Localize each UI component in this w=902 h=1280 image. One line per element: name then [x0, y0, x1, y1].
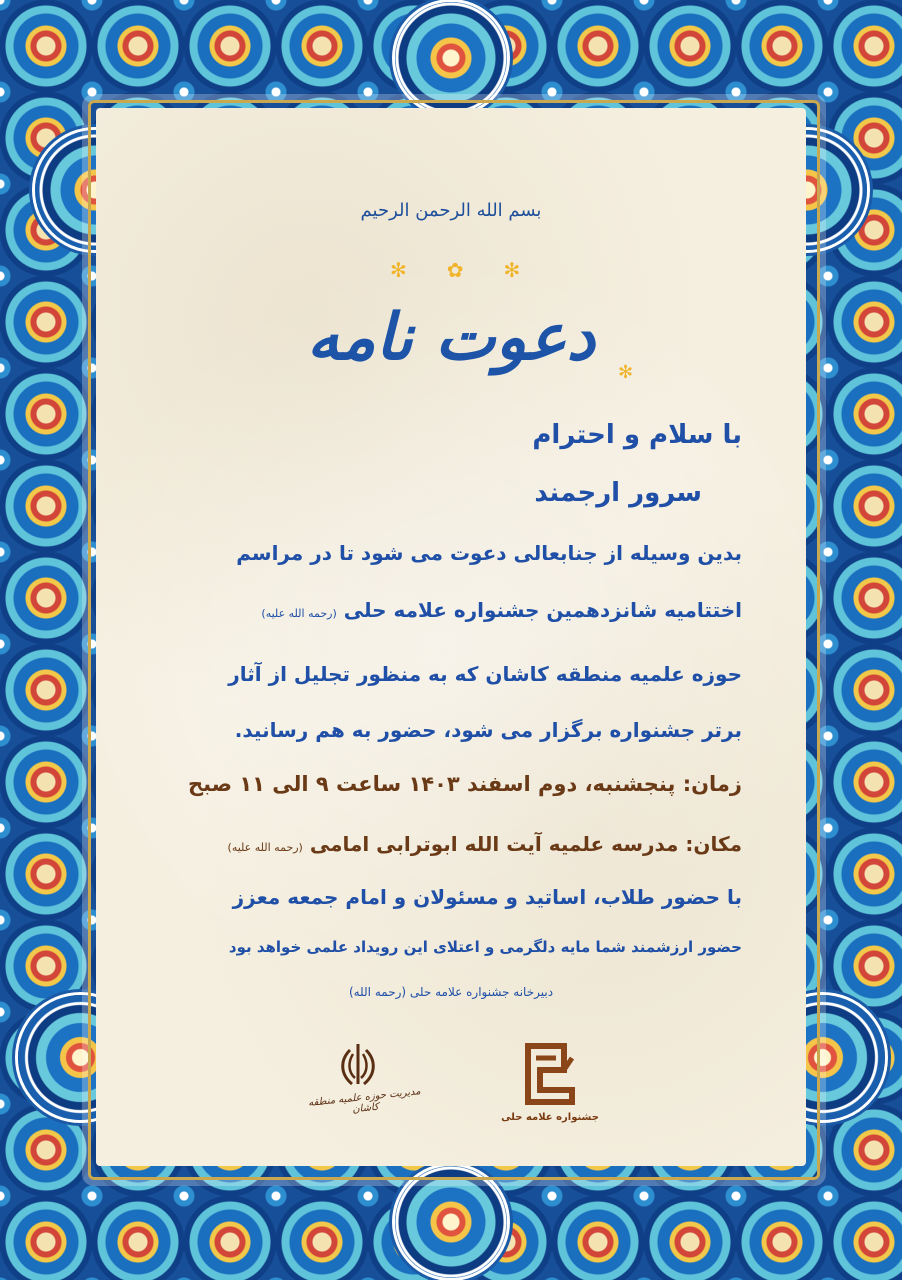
star-ornament-icon: ✻✿✻ — [390, 258, 561, 282]
place-line-text: مکان: مدرسه علمیه آیت الله ابوترابی امامی — [309, 832, 742, 856]
place-line — [228, 832, 742, 856]
honorific-note: (رحمه الله علیه) — [227, 841, 303, 854]
star-ornament-icon: ✻ — [618, 362, 634, 383]
greeting: با سلام و احترام — [532, 420, 742, 450]
closing-line: حضور ارزشمند شما مایه دلگرمی و اعتلای این رویداد علمی خواهد بود — [228, 938, 742, 956]
festival-logo-caption: جشنواره علامه حلی — [501, 1112, 599, 1123]
body-line-4: برتر جشنواره برگزار می شود، حضور به هم رسانید. — [234, 718, 742, 742]
basmala: بسم الله الرحمن الرحیم — [360, 200, 542, 221]
festival-logo-icon — [520, 1040, 580, 1108]
page-title: دعوت نامه — [306, 300, 596, 375]
honorific-note: (رحمه الله علیه) — [261, 607, 337, 620]
seminary-logo-caption: مدیریت حوزه علمیه منطقه کاشان — [307, 1086, 422, 1116]
medallion-ornament — [395, 1166, 507, 1278]
body-line-3: حوزه علمیه منطقه کاشان که به منظور تجلیل از آثار — [228, 662, 742, 686]
addressee: سرور ارجمند — [534, 478, 702, 508]
body-line-1: بدین وسیله از جنابعالی دعوت می شود تا در مراسم — [236, 541, 742, 565]
time-line: زمان: پنجشنبه، دوم اسفند ۱۴۰۳ ساعت ۹ الی ۱۱ صبح — [188, 772, 742, 796]
body-line-2-text: اختتامیه شانزدهمین جشنواره علامه حلی — [343, 598, 742, 622]
medallion-ornament — [395, 2, 507, 114]
iran-emblem-icon — [338, 1040, 378, 1090]
attendees-line: با حضور طلاب، اساتید و مسئولان و امام جمعه معزز — [232, 885, 742, 909]
body-line-2 — [261, 598, 742, 622]
secretariat-signature: دبیرخانه جشنواره علامه حلی (رحمه الله) — [348, 985, 554, 999]
